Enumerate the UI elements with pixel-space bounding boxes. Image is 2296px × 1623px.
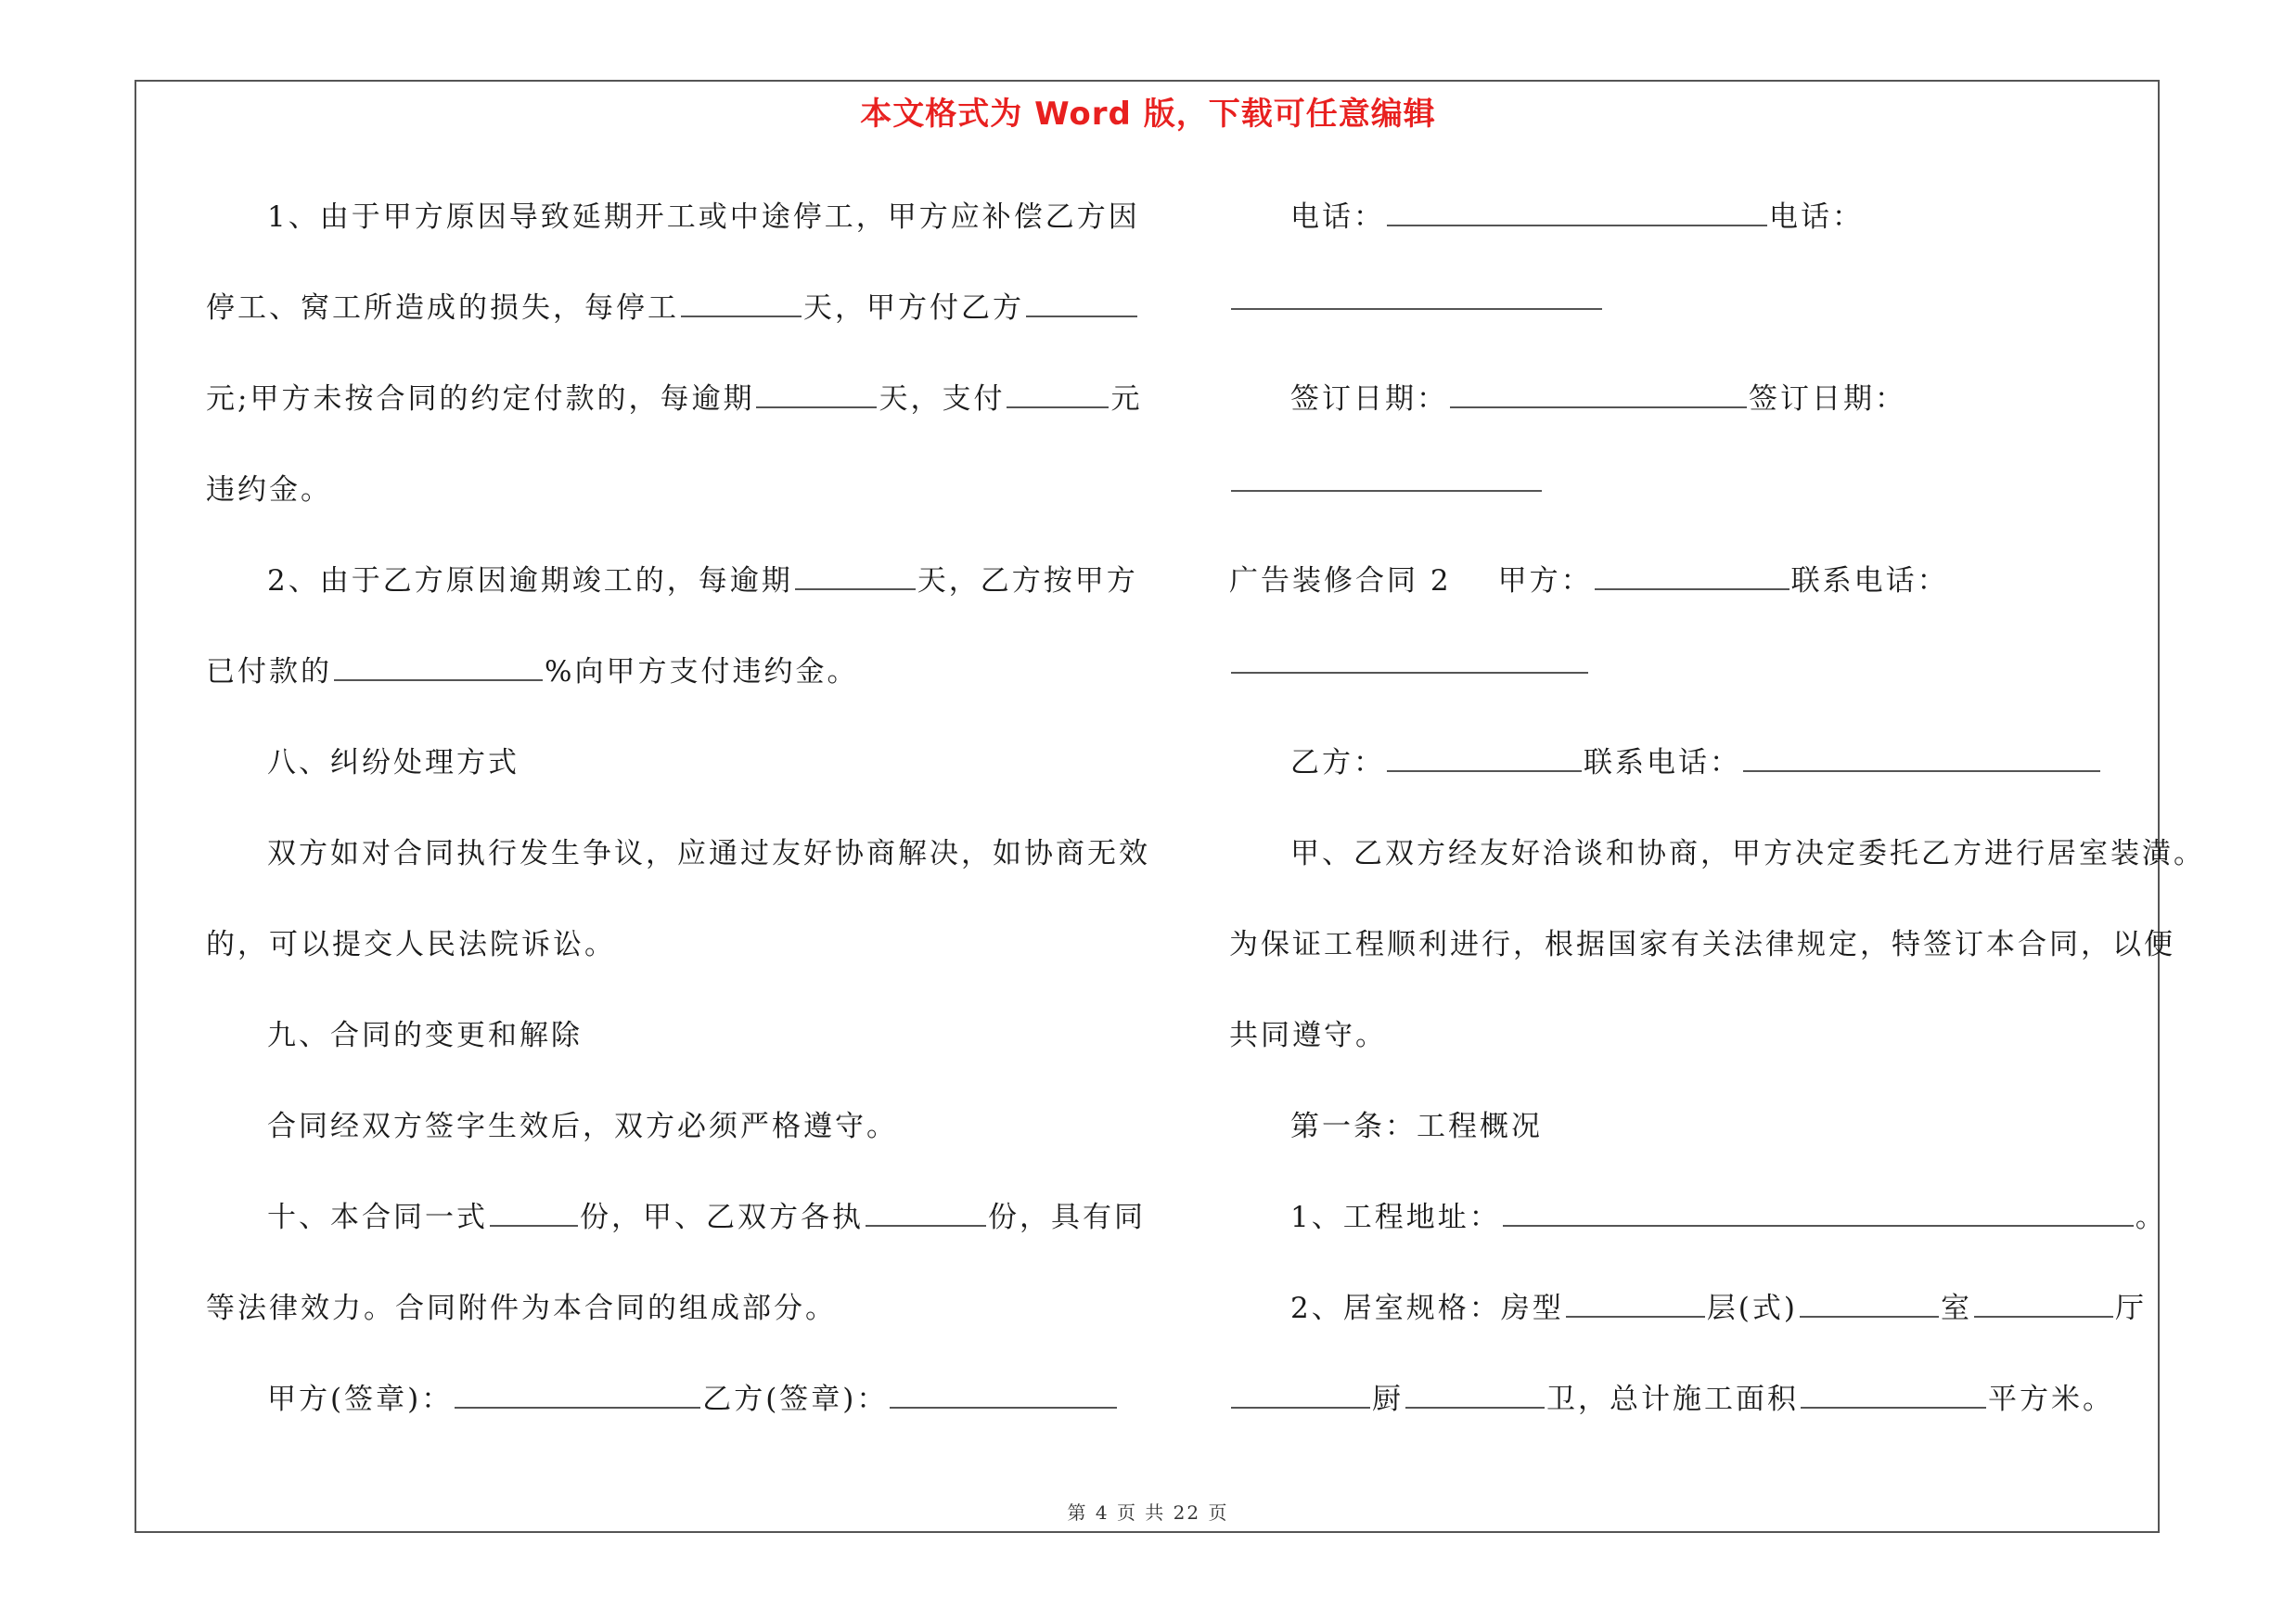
text-line — [1229, 648, 1590, 681]
text-line: 乙方： 联系电话： — [1229, 739, 2102, 780]
text-line: 1、由于甲方原因导致延期开工或中途停工，甲方应补偿乙方因 — [267, 200, 1140, 234]
blank-field[interactable] — [1743, 746, 2100, 772]
text-line: 广告装修合同 2 甲方： 联系电话： — [1229, 564, 1949, 598]
blank-field[interactable] — [1450, 382, 1747, 408]
text-line: 2、由于乙方原因逾期竣工的，每逾期 天，乙方按甲方 — [267, 564, 1138, 598]
page-number-footer: 第 4 页 共 22 页 — [1067, 1501, 1229, 1524]
text-line — [1229, 284, 1604, 317]
section-heading: 八、纠纷处理方式 — [267, 746, 519, 779]
blank-field[interactable] — [1595, 564, 1789, 590]
blank-field[interactable] — [1387, 746, 1582, 772]
text-line: 等法律效力。合同附件为本合同的组成部分。 — [206, 1292, 837, 1325]
blank-field[interactable] — [1503, 1201, 2134, 1227]
text-line: 甲、乙双方经友好洽谈和协商，甲方决定委托乙方进行居室装潢。 — [1290, 837, 2205, 870]
blank-field[interactable] — [866, 1201, 986, 1227]
text-line: 电话： 电话： — [1290, 200, 1864, 234]
text-line: 停工、窝工所造成的损失，每停工 天，甲方付乙方 — [206, 284, 1139, 326]
text-line — [1229, 466, 1544, 499]
blank-field[interactable] — [490, 1201, 578, 1227]
text-line: 元;甲方未按合同的约定付款的，每逾期 天，支付 元 — [206, 382, 1143, 416]
blank-field[interactable] — [681, 291, 802, 317]
text-line: 的，可以提交人民法院诉讼。 — [206, 928, 616, 961]
text-line: 厨 卫，总计施工面积 平方米。 — [1229, 1375, 2114, 1417]
blank-field[interactable] — [1800, 1292, 1939, 1318]
blank-field[interactable] — [1231, 1383, 1370, 1409]
section-heading: 第一条：工程概况 — [1290, 1110, 1543, 1143]
blank-field[interactable] — [1007, 382, 1109, 408]
blank-field[interactable] — [455, 1383, 700, 1409]
text-line: 合同经双方签字生效后，双方必须严格遵守。 — [267, 1110, 898, 1143]
blank-field[interactable] — [1231, 466, 1542, 492]
signature-line: 甲方(签章)： 乙方(签章)： — [206, 1375, 1119, 1417]
text-line: 2、居室规格：房型 层(式) 室 厅 — [1290, 1292, 2147, 1325]
word-format-banner: 本文格式为 Word 版，下载可任意编辑 — [860, 96, 1436, 133]
blank-field[interactable] — [1974, 1292, 2113, 1318]
blank-field[interactable] — [1387, 200, 1767, 226]
blank-field[interactable] — [1026, 291, 1137, 317]
blank-field[interactable] — [756, 382, 877, 408]
text-line: 双方如对合同执行发生争议，应通过友好协商解决，如协商无效 — [267, 837, 1150, 870]
blank-field[interactable] — [1405, 1383, 1545, 1409]
blank-field[interactable] — [890, 1383, 1117, 1409]
text-line: 共同遵守。 — [1229, 1019, 1387, 1052]
text-line: 已付款的 %向甲方支付违约金。 — [206, 655, 859, 689]
text-line: 为保证工程顺利进行，根据国家有关法律规定，特签订本合同，以便 — [1229, 928, 2175, 961]
blank-field[interactable] — [795, 564, 916, 590]
text-line: 违约金。 — [206, 473, 332, 507]
blank-field[interactable] — [1801, 1383, 1986, 1409]
text-line: 签订日期： 签订日期： — [1290, 382, 1906, 416]
text-line: 十、本合同一式 份，甲、乙双方各执 份，具有同 — [267, 1201, 1146, 1234]
blank-field[interactable] — [1231, 648, 1588, 674]
blank-field[interactable] — [1566, 1292, 1705, 1318]
blank-field[interactable] — [1231, 284, 1602, 310]
blank-field[interactable] — [334, 655, 543, 681]
text-line: 1、工程地址： 。 — [1290, 1201, 2167, 1234]
section-heading: 九、合同的变更和解除 — [267, 1019, 583, 1052]
